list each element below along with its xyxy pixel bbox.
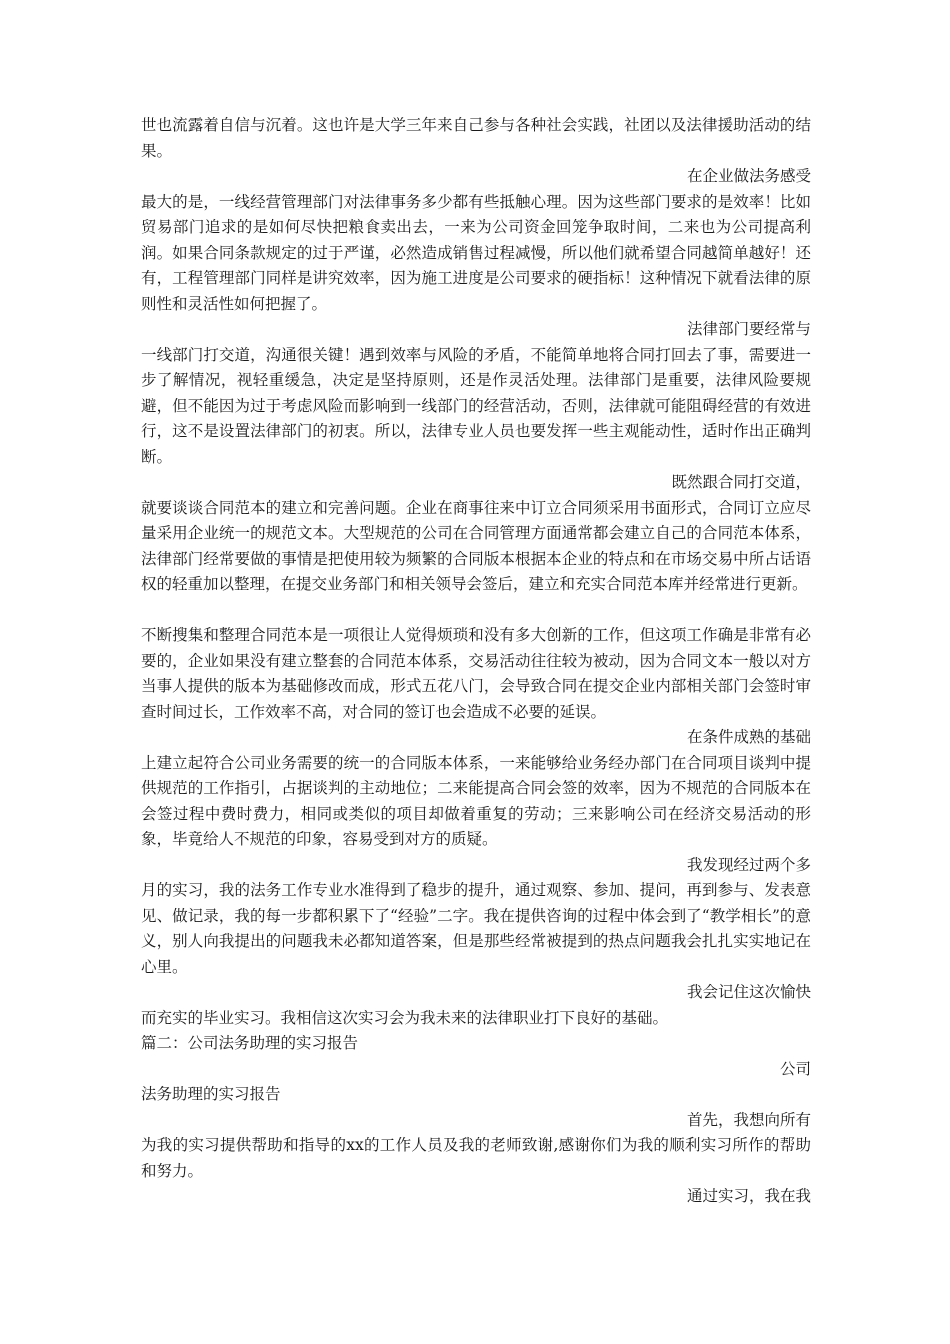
paragraph-9-lead: 首先，我想向所有: [686, 1110, 811, 1129]
heading-lead: 公司: [779, 1059, 811, 1078]
paragraph-2-lead: 在企业做法务感受: [686, 167, 811, 185]
paragraph-2: 最大的是，一线经营管理部门对法律事务多少都有些抵触心理。因为这些部门要求的是效率！比如贸易部门追求的是如何尽快把粮食卖出去，一来为公司资金回笼争取时间，二来也为公司提高利润。如果合同条款规定的过于严谨，必然造成销售过程减慢，所以他们就希望合同越简单越好！还有，工程管理部门同样是讲究效率，因为施工进度是公司要求的硬指标！这种情况下就看法律的原则性和灵活性如何把握了。: [141, 192, 811, 313]
paragraph-8: 而充实的毕业实习。我相信这次实习会为我未来的法律职业打下良好的基础。: [141, 1008, 669, 1027]
paragraph-7: 月的实习，我的法务工作专业水准得到了稳步的提升，通过观察、参加、提问，再到参与、发表意见、做记录，我的每一步都积累下了“经验”二字。我在提供咨询的过程中体会到了“教学相长”的意义，别人向我提出的问题我未必都知道答案，但是那些经常被提到的热点问题我会扎扎实实地记在心里。: [141, 881, 811, 976]
paragraph-4-lead: 既然跟合同打交道，: [671, 473, 811, 491]
heading-continuation: 法务助理的实习报告: [141, 1085, 281, 1103]
paragraph-9: 为我的实习提供帮助和指导的xx的工作人员及我的老师致谢,感谢你们为我的顺利实习所作的帮助和努力。: [141, 1136, 811, 1180]
paragraph-4: 就要谈谈合同范本的建立和完善问题。企业在商事往来中订立合同须采用书面形式，合同订立应尽量采用企业统一的规范文本。大型规范的公司在合同管理方面通常都会建立自己的合同范本体系，法律部门经常要做的事情是把使用较为频繁的合同版本根据本企业的特点和在市场交易中所占话语权的轻重加以整理，在提交业务部门和相关领导会签后，建立和充实合同范本库并经常进行更新。: [141, 498, 811, 593]
paragraph-7-lead: 我发现经过两个多: [686, 855, 811, 874]
paragraph-6: 上建立起符合公司业务需要的统一的合同版本体系，一来能够给业务经办部门在合同项目谈判中提供规范的工作指引，占据谈判的主动地位；二来能提高合同会签的效率，因为不规范的合同版本在会签过程中费时费力，相同或类似的项目却做着重复的劳动；三来影响公司在经济交易活动的形象，毕竟给人不规范的印象，容易受到对方的质疑。: [141, 753, 811, 848]
blank-line: [141, 598, 811, 624]
document-page: [141, 113, 811, 1210]
paragraph-1: 世也流露着自信与沉着。这也许是大学三年来自己参与各种社会实践，社团以及法律援助活动的结果。: [141, 116, 811, 160]
paragraph-3: 一线部门打交道，沟通很关键！遇到效率与风险的矛盾，不能简单地将合同打回去了事，需要进一步了解情况，视轻重缓急，决定是坚持原则，还是作灵活处理。法律部门是重要，法律风险要规避，但不能因为过于考虑风险而影响到一线部门的经营活动，否则，法律就可能阻碍经营的有效进行，这不是设置法律部门的初衷。所以，法律专业人员也要发挥一些主观能动性，适时作出正确判断。: [141, 345, 811, 466]
paragraph-6-lead: 在条件成熟的基础: [686, 728, 811, 746]
paragraph-10-lead: 通过实习，我在我: [686, 1187, 811, 1205]
paragraph-5: 不断搜集和整理合同范本是一项很让人觉得烦琐和没有多大创新的工作，但这项工作确是非常有必要的，企业如果没有建立整套的合同范本体系，交易活动往往较为被动，因为合同文本一般以对方当事人提供的版本为基础修改而成，形式五花八门，会导致合同在提交企业内部相关部门会签时审查时间过长，工作效率不高，对合同的签订也会造成不必要的延误。: [141, 626, 811, 721]
paragraph-8-lead: 我会记住这次愉快: [686, 983, 811, 1001]
paragraph-3-lead: 法律部门要经常与: [686, 320, 811, 338]
section-heading: 篇二：公司法务助理的实习报告: [141, 1034, 359, 1052]
